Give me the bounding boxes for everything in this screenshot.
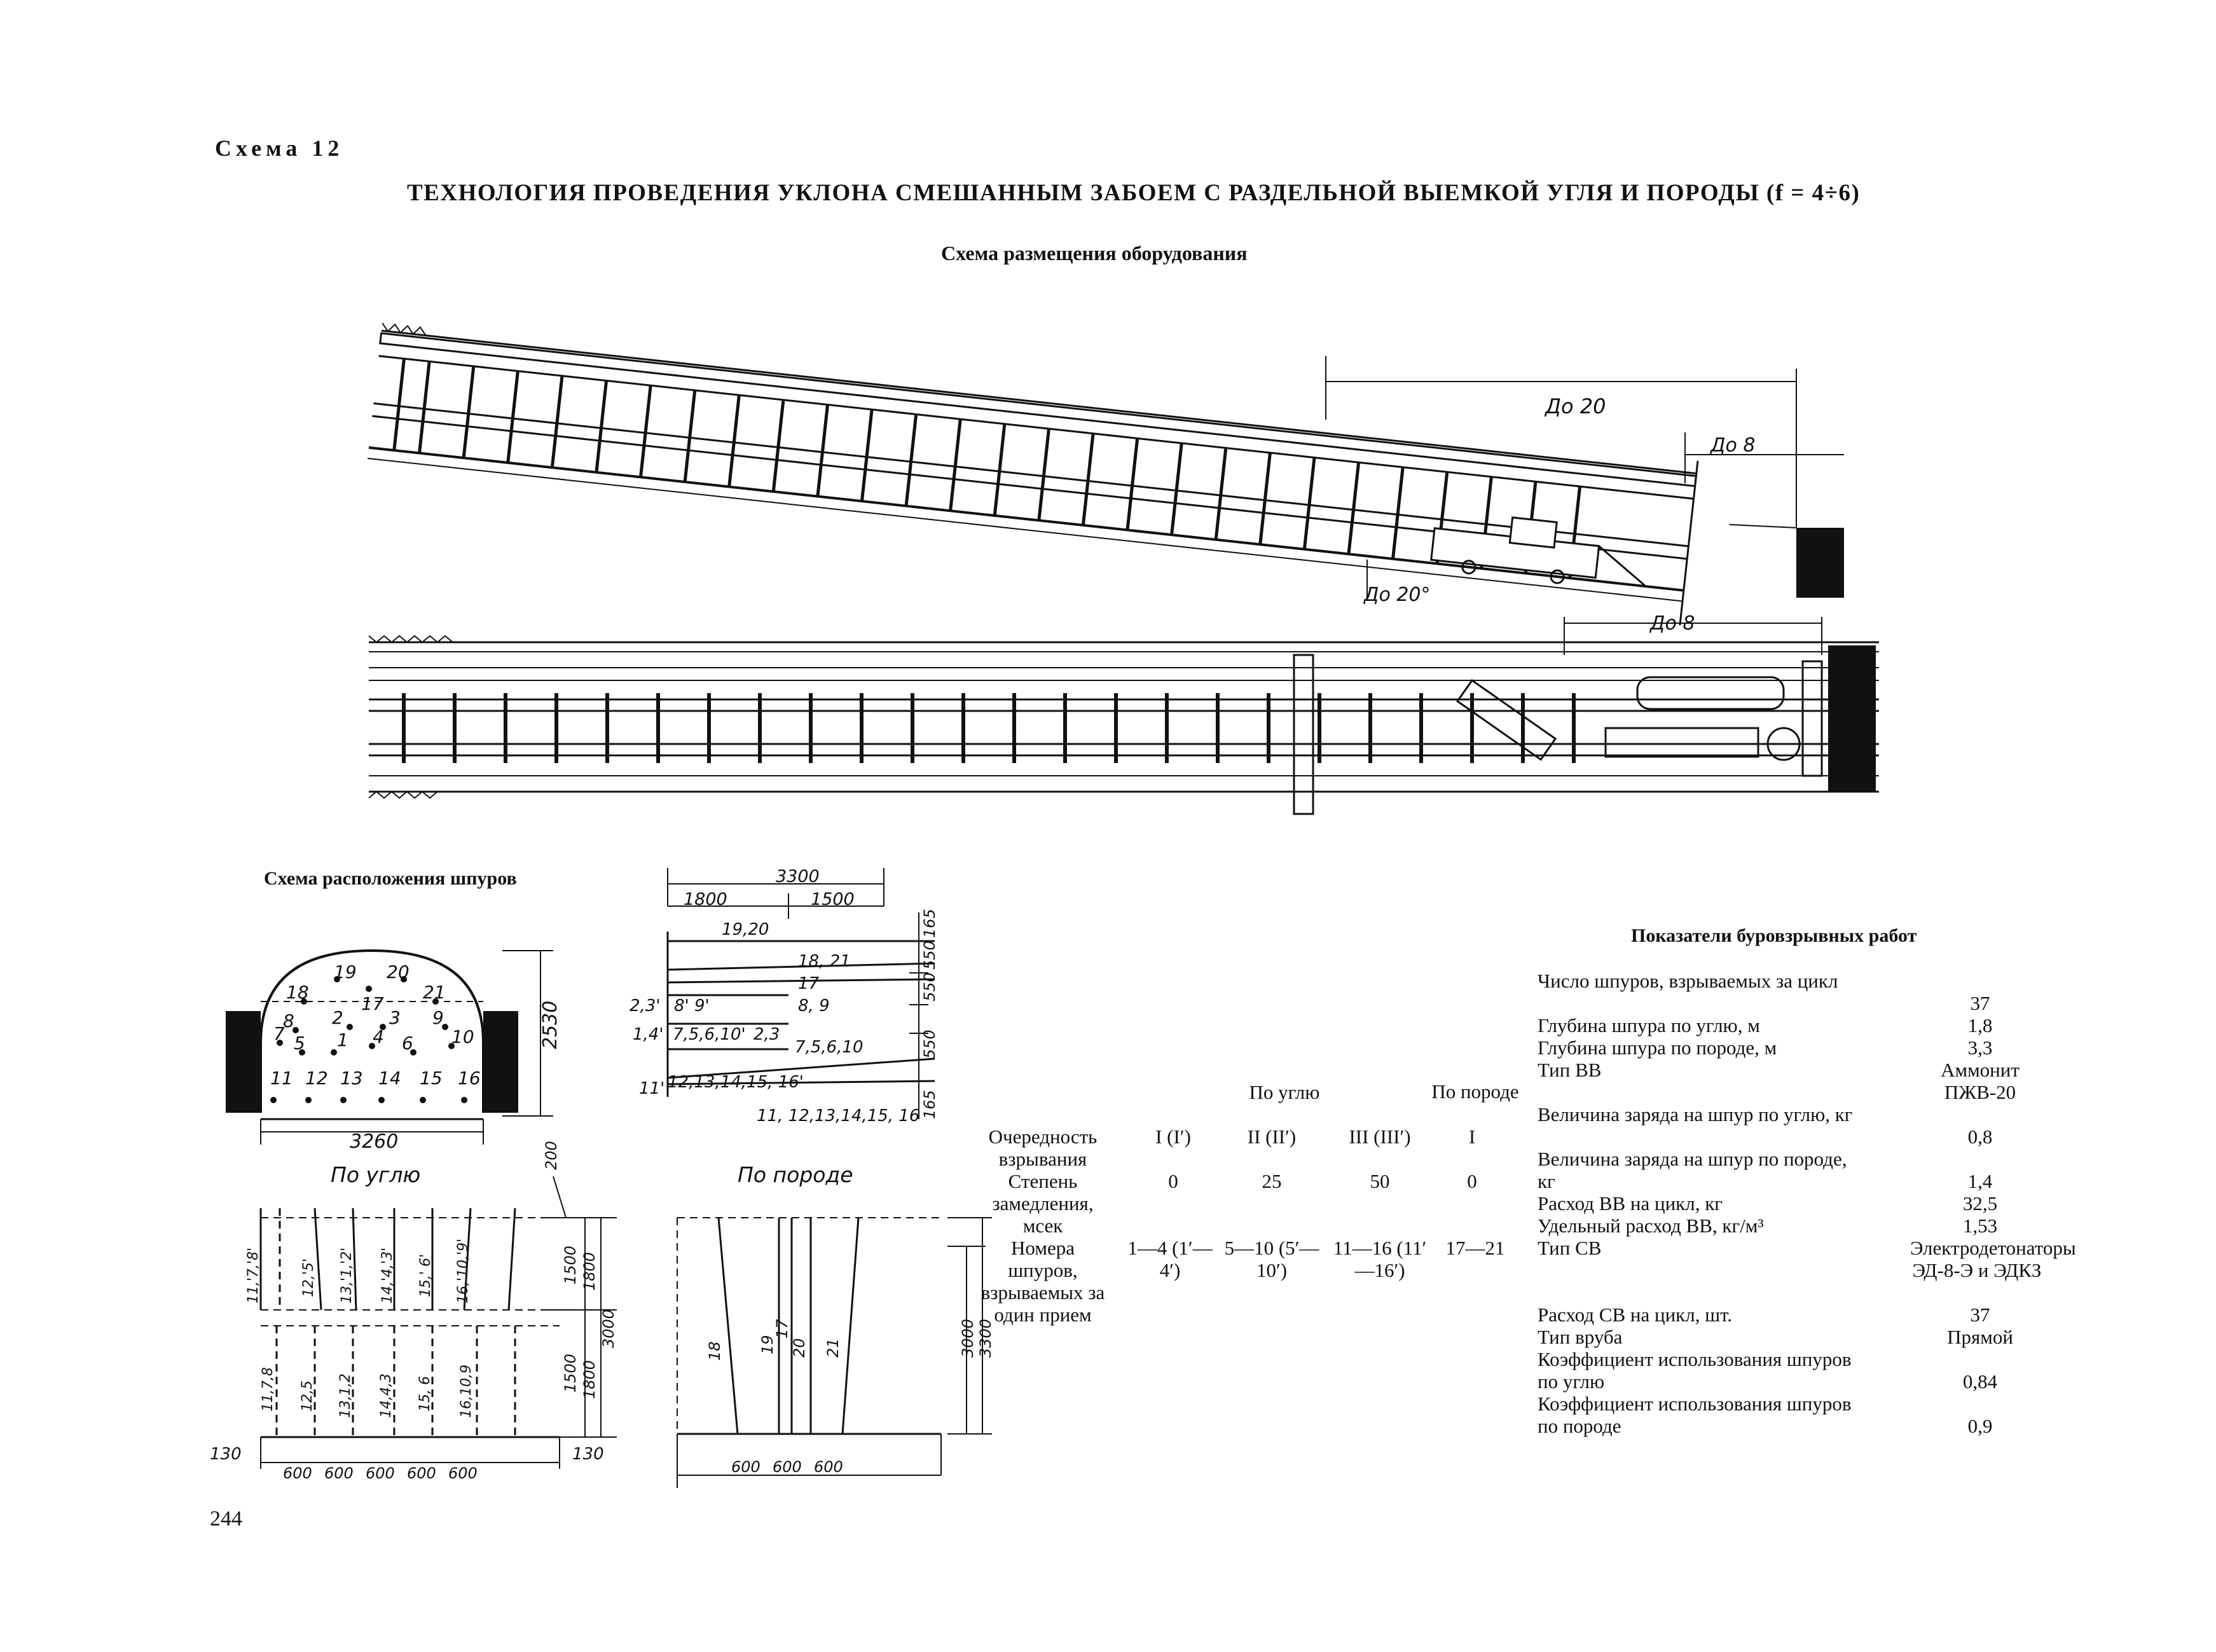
indicator-name: Число шпуров, взрываемых за цикл: [1538, 970, 1838, 992]
indicator-name: Величина заряда на шпур по углю, кг: [1538, 1103, 1853, 1125]
group-rock-header: По породе: [1431, 1080, 1519, 1103]
coal-dim: 1500: [561, 1245, 579, 1284]
indicator-row: [1538, 1304, 1990, 1326]
holes-height-dim: 2530: [539, 1000, 561, 1049]
indicator-row: [1538, 1215, 1998, 1237]
col-header: I (I′): [1155, 1125, 1191, 1148]
indicator-value: Прямой: [1947, 1326, 2013, 1348]
rock-spacing: 600: [731, 1458, 760, 1476]
indicator-value: 0,9: [1967, 1415, 1993, 1437]
hole-label: 17: [361, 993, 384, 1014]
indicator-name: Расход СВ на цикл, шт.: [1538, 1304, 1733, 1326]
coal-hole-label: 11,7,8: [260, 1367, 276, 1412]
indicator-value: 37: [1970, 992, 1990, 1014]
hole-label: 3: [389, 1007, 401, 1028]
indicator-name: Тип ВВ: [1538, 1059, 1602, 1081]
rock-hole-label: 19: [759, 1335, 776, 1354]
delay-value: 25: [1262, 1170, 1282, 1192]
line-label: 7,5,6,10: [795, 1038, 864, 1057]
coal-dim: 1800: [581, 1251, 598, 1291]
section-v-dim: 165: [921, 1090, 939, 1119]
indicator-value: Электродетонаторы ЭД-8-Э и ЭДКЗ: [1910, 1237, 2076, 1281]
indicator-name: Глубина шпура по породе, м: [1538, 1036, 1777, 1059]
coal-drill-label: По углю: [331, 1162, 421, 1187]
rock-dim: 3000: [959, 1318, 977, 1358]
blasting-sequence-table: [979, 1081, 1526, 1373]
line-label: 8, 9: [798, 996, 830, 1015]
coal-hole-label: 13,'1,'2': [339, 1247, 355, 1304]
scheme-label: Схема 12: [215, 135, 344, 161]
rock-drill-diagram: [668, 1208, 998, 1488]
hole-label: 15: [420, 1068, 443, 1089]
indicator-value: 1,8: [1967, 1014, 1993, 1036]
coal-dim: 1800: [581, 1359, 598, 1399]
page-number: 244: [210, 1507, 242, 1531]
indicator-value: 0,84: [1962, 1370, 1998, 1393]
coal-margin: 130: [210, 1445, 242, 1464]
indicator-name: Глубина шпура по углю, м: [1538, 1014, 1760, 1036]
col-header: II (II′): [1247, 1125, 1297, 1148]
hole-label: 10: [451, 1026, 474, 1047]
line-label: 2,3': [630, 996, 661, 1015]
rock-hole-label: 21: [824, 1338, 842, 1358]
coal-margin: 130: [572, 1445, 604, 1464]
section-total: 3300: [776, 867, 820, 886]
page-title: ТЕХНОЛОГИЯ ПРОВЕДЕНИЯ УКЛОНА СМЕШАННЫМ ЗАБОЕМ С РАЗДЕЛЬНОЙ ВЫЕМКОЙ УГЛЯ И ПОРОДЫ (f = 4÷6): [407, 180, 1861, 206]
col-header: III (III′): [1349, 1125, 1411, 1148]
indicator-row: [1538, 1059, 2020, 1103]
hole-label: 5: [294, 1033, 305, 1054]
coal-hole-label: 12,5: [299, 1380, 315, 1412]
group-coal-header: По углю: [1249, 1081, 1320, 1103]
delay-value: 0: [1467, 1170, 1477, 1192]
coal-spacing: 600: [366, 1464, 395, 1482]
rock-spacing: 600: [814, 1458, 843, 1476]
dim-to-8-plan: До 8: [1650, 612, 1695, 635]
coal-spacing: 600: [407, 1464, 436, 1482]
hole-label: 11: [270, 1068, 293, 1089]
line-label: 17: [798, 974, 820, 993]
coal-spacing: 600: [324, 1464, 354, 1482]
hole-label: 2: [332, 1007, 343, 1028]
indicator-name: Тип СВ: [1538, 1237, 1602, 1259]
indicator-name: Тип вруба: [1538, 1326, 1623, 1348]
indicator-row: [1538, 1036, 1993, 1059]
indicator-row: [1538, 1326, 2013, 1348]
indicator-row: [1538, 1348, 1998, 1393]
indicator-value: 1,4: [1967, 1170, 1993, 1192]
indicator-row: [1538, 1192, 1998, 1215]
coal-dim: 200: [542, 1141, 560, 1170]
section-part-b: 1500: [811, 890, 855, 909]
holes-value: 11—16 (11′—16′): [1333, 1237, 1427, 1281]
line-label: 1,4': [633, 1025, 664, 1044]
coal-dim: 3000: [600, 1309, 617, 1348]
equipment-subtitle: Схема размещения оборудования: [941, 242, 1248, 265]
coal-hole-label: 13,1,2: [338, 1373, 354, 1418]
rock-dim: 3300: [977, 1318, 994, 1358]
coal-hole-label: 16,'10,'9': [455, 1238, 471, 1304]
rock-hole-label: 18: [706, 1341, 724, 1361]
delay-value: 0: [1168, 1170, 1178, 1192]
indicator-row: [1538, 970, 1990, 1014]
line-label: 19,20: [722, 920, 769, 939]
line-label: 7,5,6,10': [673, 1025, 746, 1044]
coal-hole-label: 11,'7,'8': [245, 1247, 261, 1304]
indicators-list: [1538, 970, 2076, 1437]
line-label: 12,13,14,15, 16': [668, 1073, 804, 1092]
rock-hole-label: 20: [790, 1338, 808, 1358]
line-label: 8' 9': [674, 996, 710, 1015]
hole-label: 7: [273, 1023, 285, 1044]
indicator-row: [1538, 1014, 1993, 1036]
indicator-value: 37: [1970, 1304, 1990, 1326]
indicators-title: Показатели буровзрывных работ: [1631, 925, 1917, 946]
indicator-value: 0,8: [1967, 1125, 1993, 1148]
section-v-dim: 550: [921, 972, 939, 1002]
equipment-side-view: [369, 318, 1895, 610]
line-label: 18, 21: [798, 952, 851, 971]
hole-label: 13: [340, 1068, 363, 1089]
row-order-label: Очередность взрывания: [988, 1125, 1098, 1170]
holes-value: 17—21: [1445, 1237, 1505, 1259]
holes-section-diagram: [630, 868, 954, 1141]
hole-label: 18: [286, 982, 309, 1003]
section-part-a: 1800: [684, 890, 727, 909]
hole-label: 6: [402, 1033, 413, 1054]
rock-spacing: 600: [773, 1458, 802, 1476]
coal-spacing: 600: [283, 1464, 312, 1482]
hole-label: 9: [432, 1007, 444, 1028]
hole-label: 12: [305, 1068, 328, 1089]
col-header: I: [1468, 1125, 1476, 1148]
coal-dim: 1500: [561, 1353, 579, 1393]
line-label: 11, 12,13,14,15, 16: [757, 1106, 920, 1125]
dim-to-8-side: До 8: [1710, 434, 1756, 457]
indicator-row: [1538, 1237, 2076, 1304]
indicator-name: Расход ВВ на цикл, кг: [1538, 1192, 1723, 1215]
indicator-name: Коэффициент использования шпуров по породе: [1538, 1393, 1852, 1437]
coal-hole-label: 12,'5': [301, 1258, 317, 1297]
hole-label: 14: [378, 1068, 401, 1089]
coal-hole-label: 15,' 6': [418, 1253, 434, 1297]
section-v-dim: 165: [921, 909, 939, 938]
hole-label: 19: [334, 961, 357, 982]
coal-hole-label: 15, 6: [417, 1376, 433, 1412]
indicator-name: Коэффициент использования шпуров по углю: [1538, 1348, 1852, 1393]
indicator-value: 1,53: [1962, 1215, 1998, 1237]
indicator-row: [1538, 1148, 1993, 1192]
holes-layout-title: Схема расположения шпуров: [264, 868, 517, 889]
hole-label: 16: [458, 1068, 481, 1089]
hole-label: 8: [283, 1010, 294, 1031]
indicator-row: [1538, 1393, 1993, 1437]
holes-width-dim: 3260: [350, 1131, 399, 1153]
indicator-name: Величина заряда на шпур по породе, кг: [1538, 1148, 1847, 1192]
indicator-name: Удельный расход ВВ, кг/м³: [1538, 1215, 1764, 1237]
angle-to-20: До 20°: [1364, 584, 1431, 606]
line-label: 2,3: [754, 1025, 780, 1044]
rock-hole-label: 17: [773, 1319, 791, 1339]
coal-hole-label: 14,'4,'3': [380, 1247, 396, 1304]
delay-value: 50: [1370, 1170, 1390, 1192]
line-label: 11': [639, 1079, 665, 1098]
row-delay-label: Степень замедления, мсек: [992, 1170, 1094, 1237]
hole-label: 4: [373, 1026, 384, 1047]
section-v-dim: 550: [921, 940, 939, 970]
coal-hole-label: 14,4,3: [378, 1373, 394, 1418]
holes-value: 5—10 (5′—10′): [1224, 1237, 1319, 1281]
equipment-plan-view: [366, 612, 1904, 814]
indicator-value: 3,3: [1967, 1036, 1993, 1059]
rock-drill-label: По породе: [738, 1162, 853, 1187]
hole-label: 21: [423, 982, 446, 1003]
coal-spacing: 600: [448, 1464, 478, 1482]
indicator-value: 32,5: [1962, 1192, 1998, 1215]
coal-hole-label: 16,10,9: [458, 1365, 474, 1418]
hole-label: 20: [387, 961, 409, 982]
indicator-row: [1538, 1103, 1993, 1148]
hole-label: 1: [337, 1029, 348, 1050]
holes-value: 1—4 (1′—4′): [1127, 1237, 1213, 1281]
holes-layout-diagram: [223, 941, 591, 1170]
dim-to-20: До 20: [1545, 394, 1606, 418]
section-v-dim: 550: [921, 1029, 939, 1059]
row-holes-label: Номера шпуров, взрываемых за один прием: [981, 1237, 1105, 1326]
indicator-value: Аммонит ПЖВ-20: [1941, 1059, 2020, 1103]
